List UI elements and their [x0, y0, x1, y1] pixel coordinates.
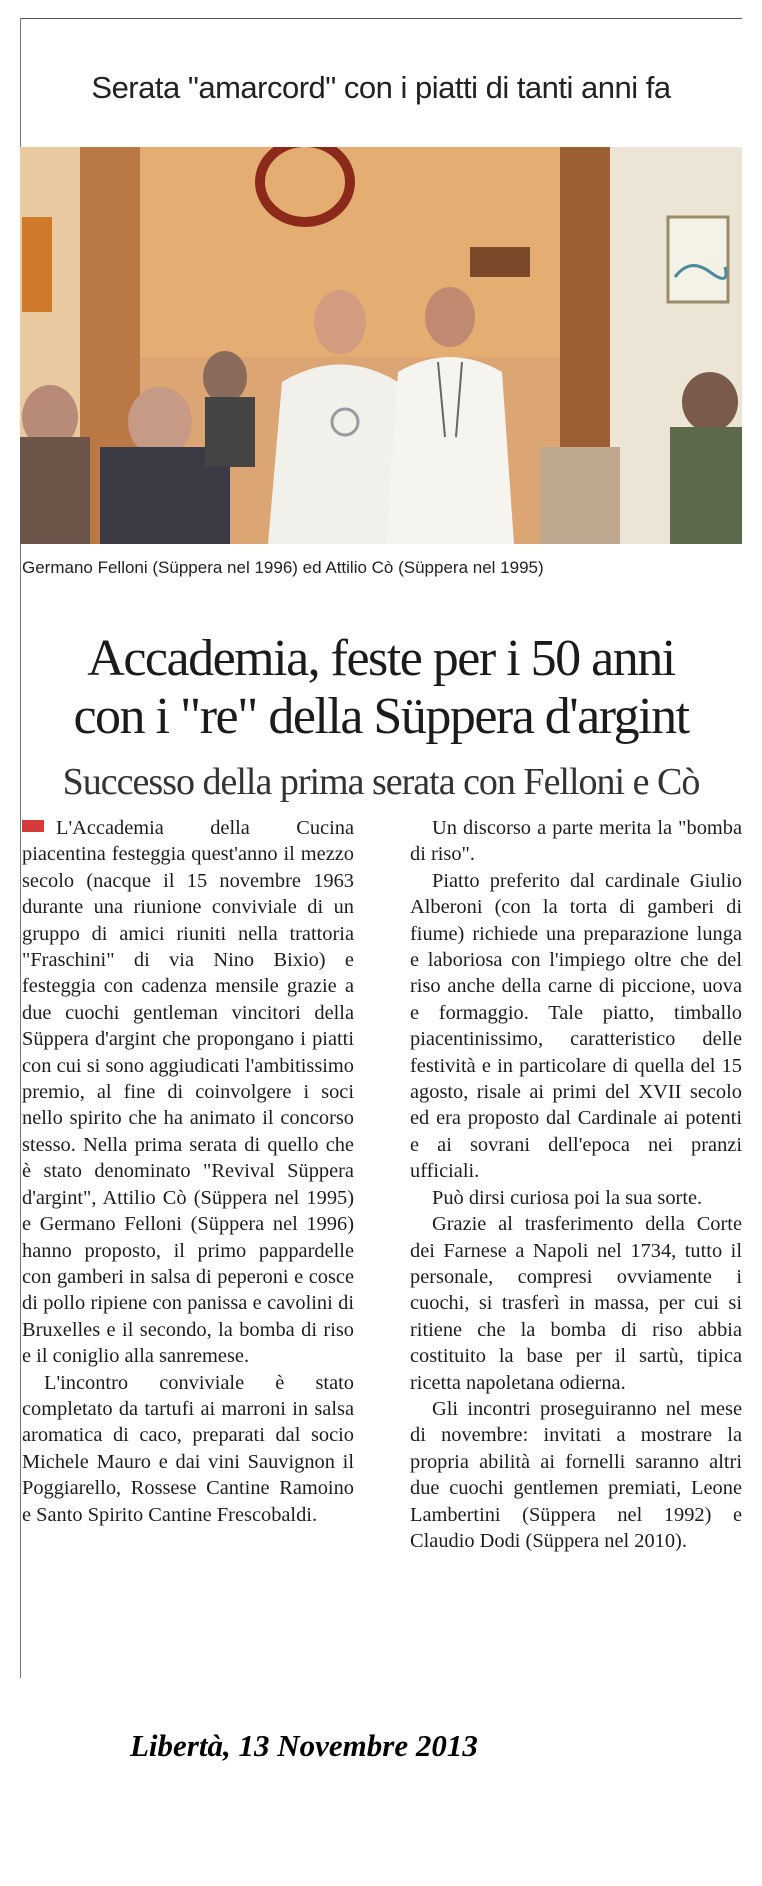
article-paragraph: Piatto preferito dal cardinale Giulio Alberoni (con la torta di gamberi di fiume) richiede una preparazione lunga e laboriosa con l'impiego oltre che del riso anche della carne di piccione, uova e formaggio. Tale piatto, timballo piacentinissimo, caratteristico delle festività e in particolare di quella del 15 agosto, risale ai primi del XVII secolo ed era proposto dal Cardinale ai potenti e ai sovrani dell'epoca nei pranzi ufficiali. — [410, 869, 742, 1183]
article-paragraph: Grazie al trasferimento della Corte dei Farnese a Napoli nel 1734, tutto il personale, compresi ovviamente i cuochi, si trasferì in massa, per cui si ritiene che la bomba di riso abbia costituito la base per il sartù, tipica ricetta napoletana odierna. — [410, 1213, 742, 1394]
article-paragraph: L'incontro conviviale è stato completato da tartufi ai marroni in salsa aromatica di caco, preparati dal socio Michele Mauro e dai vini Sauvignon il Poggiarello, Rossese Cantine Ramoino e Santo Spirito Cantine Frescobaldi. — [22, 1371, 354, 1526]
headline-line-2: con i "re" della Süppera d'argint — [73, 688, 689, 745]
article-paragraph-text: L'Accademia della Cucina piacentina festeggia quest'anno il mezzo secolo (nacque il 15 novembre 1963 durante una riunione conviviale di un gruppo di amici riuniti nella trattoria "Fraschini" di via Nino Bixio) e festeggia con cadenza mensile grazie a due cuochi gentleman vincitori della Süppera d'argint che propongano i piatti con cui si sono aggiudicati l'ambitissimo premio, al fine di coinvolgere i soci nello spirito che ha animato il concorso stesso. Nella prima serata di quello che è stato denominato "Revival Süppera d'argint", Attilio Cò (Süppera nel 1995) e Germano Felloni (Süppera nel 1996) hanno proposto, il primo pappardelle con gamberi in salsa di peperoni e cosce di pollo ripiene con panissa e cavolini di Bruxelles e il secondo, la bomba di riso e il coniglio alla sanremese. — [22, 817, 354, 1368]
article-kicker: Serata "amarcord" con i piatti di tanti anni fa — [91, 70, 671, 105]
top-border-rule — [20, 18, 742, 19]
headline-line-1: Accademia, feste per i 50 anni — [87, 630, 675, 687]
article-paragraph: Un discorso a parte merita la "bomba di riso". — [410, 817, 742, 866]
source-attribution: Libertà, 13 Novembre 2013 — [130, 1728, 478, 1763]
article-photo — [20, 147, 742, 544]
article-paragraph — [22, 815, 354, 1370]
section-bullet — [22, 820, 44, 832]
photo-caption: Germano Felloni (Süppera nel 1996) ed Attilio Cò (Süppera nel 1995) — [22, 558, 544, 577]
article-column-left — [22, 815, 354, 1528]
photo-illustration — [20, 147, 742, 544]
headline — [20, 630, 742, 746]
article-paragraph: Può dirsi curiosa poi la sua sorte. — [432, 1186, 703, 1209]
article-column-right — [410, 815, 742, 1554]
subheadline: Successo della prima serata con Felloni e Cò — [62, 761, 700, 803]
article-paragraph: Gli incontri proseguiranno nel mese di novembre: invitati a mostrare la propria abilità ai fornelli saranno altri due cuochi gentlemen premiati, Leone Lambertini (Süppera nel 1992) e Claudio Dodi (Süppera nel 2010). — [410, 1397, 742, 1552]
